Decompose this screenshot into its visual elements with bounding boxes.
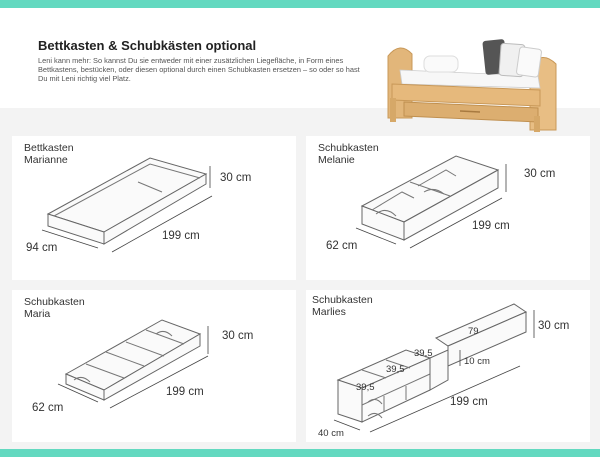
bed-illustration [380, 26, 570, 134]
card-title-type: Schubkasten [24, 296, 85, 308]
inner-height-dimension: 10 cm [464, 356, 490, 367]
height-dimension: 30 cm [220, 172, 252, 184]
page-title: Bettkasten & Schubkästen optional [38, 38, 257, 53]
compartment-label: 39,5 [414, 348, 433, 359]
compartment-label: 39,5 [386, 364, 405, 375]
compartment-label: 79 [468, 326, 479, 337]
length-dimension: 199 cm [166, 386, 204, 398]
page-description: Leni kann mehr: So kannst Du sie entweder mit einer zusätzlichen Liegefläche, in Form eines Bettkastens, bestücken, oder diesen optional durch einen Schubkasten ersetzen – so oder so hast Du mit Leni richtig viel Platz. [38, 56, 360, 83]
card-title-model: Melanie [318, 154, 355, 166]
card-schubkasten-maria [12, 290, 296, 442]
depth-dimension: 62 cm [32, 402, 64, 414]
height-dimension: 30 cm [222, 330, 254, 342]
card-schubkasten-melanie [306, 136, 590, 280]
melanie-drawing [306, 136, 590, 280]
bettkasten-drawing [12, 136, 296, 280]
height-dimension: 30 cm [538, 320, 570, 332]
maria-drawing [12, 290, 296, 442]
length-dimension: 199 cm [162, 230, 200, 242]
card-schubkasten-marlies [306, 290, 590, 442]
card-title-model: Maria [24, 308, 51, 320]
card-title-type: Schubkasten [318, 142, 379, 154]
length-dimension: 199 cm [472, 220, 510, 232]
page-frame [0, 8, 600, 449]
compartment-label: 39,5 [356, 382, 375, 393]
header-banner [0, 8, 600, 108]
card-bettkasten-marianne [12, 136, 296, 280]
card-title-type: Bettkasten [24, 142, 74, 154]
depth-dimension: 62 cm [326, 240, 358, 252]
marlies-drawing [306, 290, 590, 442]
depth-dimension: 94 cm [26, 242, 58, 254]
card-title-type: Schubkasten [312, 294, 373, 306]
height-dimension: 30 cm [524, 168, 556, 180]
length-dimension: 199 cm [450, 396, 488, 408]
card-title-model: Marianne [24, 154, 68, 166]
card-title-model: Marlies [312, 306, 346, 318]
depth-dimension: 40 cm [318, 428, 344, 439]
